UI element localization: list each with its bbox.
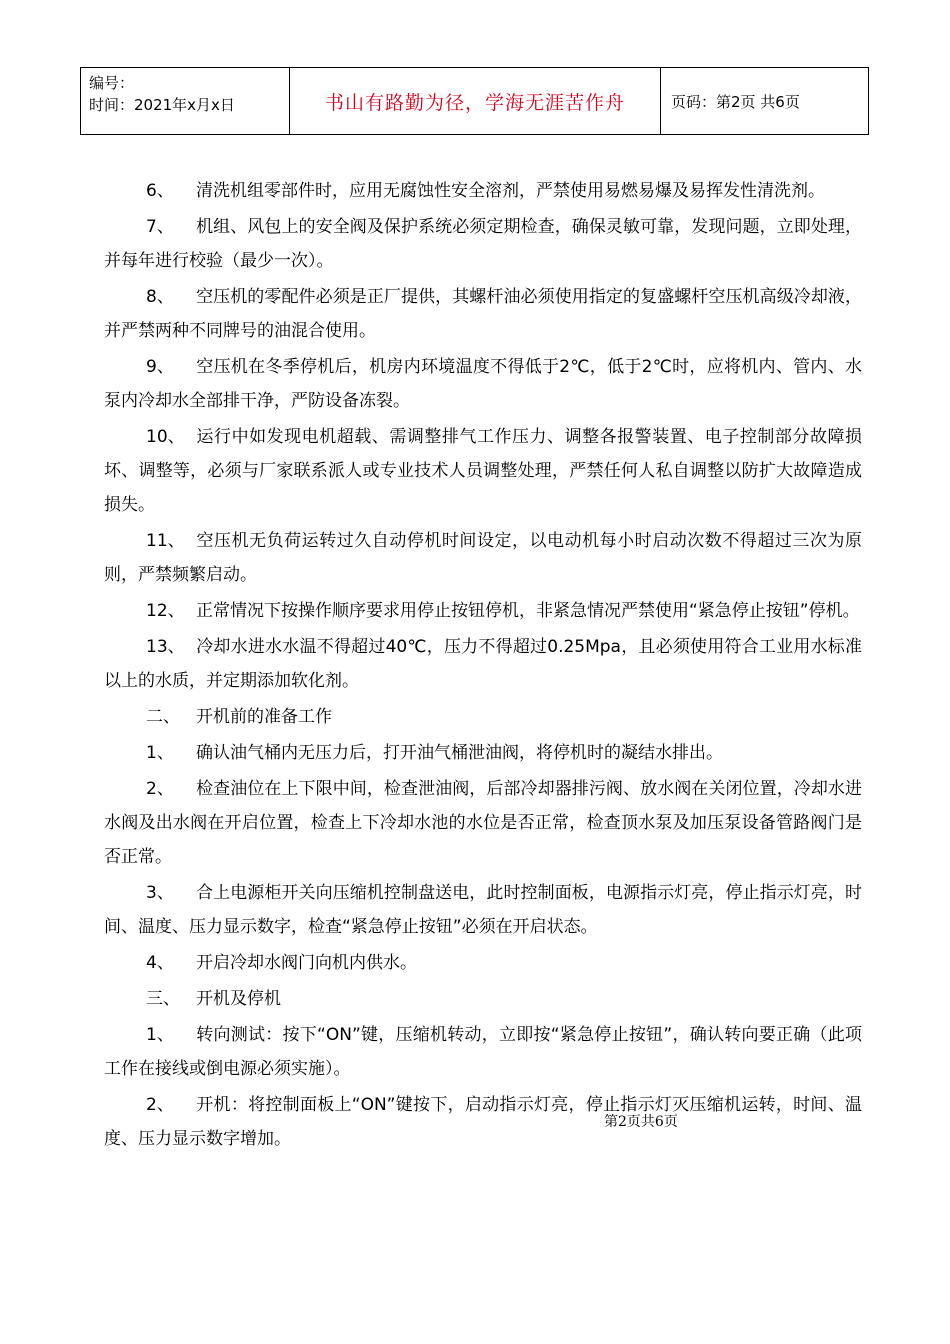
list-item: 13、 冷却水进水水温不得超过40℃，压力不得超过0.25Mpa，且必须使用符合工业用水标准以上的水质，并定期添加软化剂。 [104,637,862,691]
list-item: 9、 空压机在冬季停机后，机房内环境温度不得低于2℃，低于2℃时，应将机内、管内、水泵内冷却水全部排干净，严防设备冻裂。 [104,357,862,411]
document-body [104,174,862,1158]
list-item: 7、 机组、风包上的安全阀及保护系统必须定期检查，确保灵敏可靠，发现问题，立即处理，并每年进行校验（最少一次）。 [104,217,862,271]
header-page-code: 页码：第2页 共6页 [661,68,869,135]
list-item: 6、 清洗机组零部件时，应用无腐蚀性安全溶剂，严禁使用易燃易爆及易挥发性清洗剂。 [146,181,825,201]
list-item: 10、 运行中如发现电机超载、需调整排气工作压力、调整各报警装置、电子控制部分故障损坏、调整等，必须与厂家联系派人或专业技术人员调整处理，严禁任何人私自调整以防扩大故障造成损失。 [104,427,862,515]
section-heading-start-stop: 三、 开机及停机 [146,989,281,1009]
list-item: 12、 正常情况下按操作顺序要求用停止按钮停机，非紧急情况严禁使用“紧急停止按钮”停机。 [146,601,860,621]
list-item: 1、 转向测试：按下“ON”键，压缩机转动，立即按“紧急停止按钮”，确认转向要正确（此项工作在接线或倒电源必须实施）。 [104,1025,862,1079]
list-item: 1、 确认油气桶内无压力后，打开油气桶泄油阀，将停机时的凝结水排出。 [146,743,723,763]
list-item: 3、 合上电源柜开关向压缩机控制盘送电，此时控制面板，电源指示灯亮，停止指示灯亮，时间、温度、压力显示数字，检查“紧急停止按钮”必须在开启状态。 [104,883,862,937]
document-header [80,67,869,135]
list-item: 4、 开启冷却水阀门向机内供水。 [146,953,417,973]
list-item: 2、 开机：将控制面板上“ON”键按下，启动指示灯亮，停止指示灯灭压缩机运转，时间、温度、压力显示数字增加。 [104,1095,862,1149]
list-item: 8、 空压机的零配件必须是正厂提供，其螺杆油必须使用指定的复盛螺杆空压机高级冷却液，并严禁两种不同牌号的油混合使用。 [104,287,862,341]
document-date: 时间：2021年x月x日 [89,96,235,114]
list-item: 2、 检查油位在上下限中间，检查泄油阀，后部冷却器排污阀、放水阀在关闭位置，冷却水进水阀及出水阀在开启位置，检查上下冷却水池的水位是否正常，检查顶水泵及加压泵设备管路阀门是否正常。 [104,779,862,867]
section-heading-preparation: 二、 开机前的准备工作 [146,707,332,727]
list-item: 11、 空压机无负荷运转过久自动停机时间设定，以电动机每小时启动次数不得超过三次为原则，严禁频繁启动。 [104,531,862,585]
header-meta-cell [81,68,290,135]
document-number-label: 编号： [89,74,135,92]
page-indicator: 第2页共6页 [604,1114,678,1130]
header-motto: 书山有路勤为径，学海无涯苦作舟 [290,68,661,135]
